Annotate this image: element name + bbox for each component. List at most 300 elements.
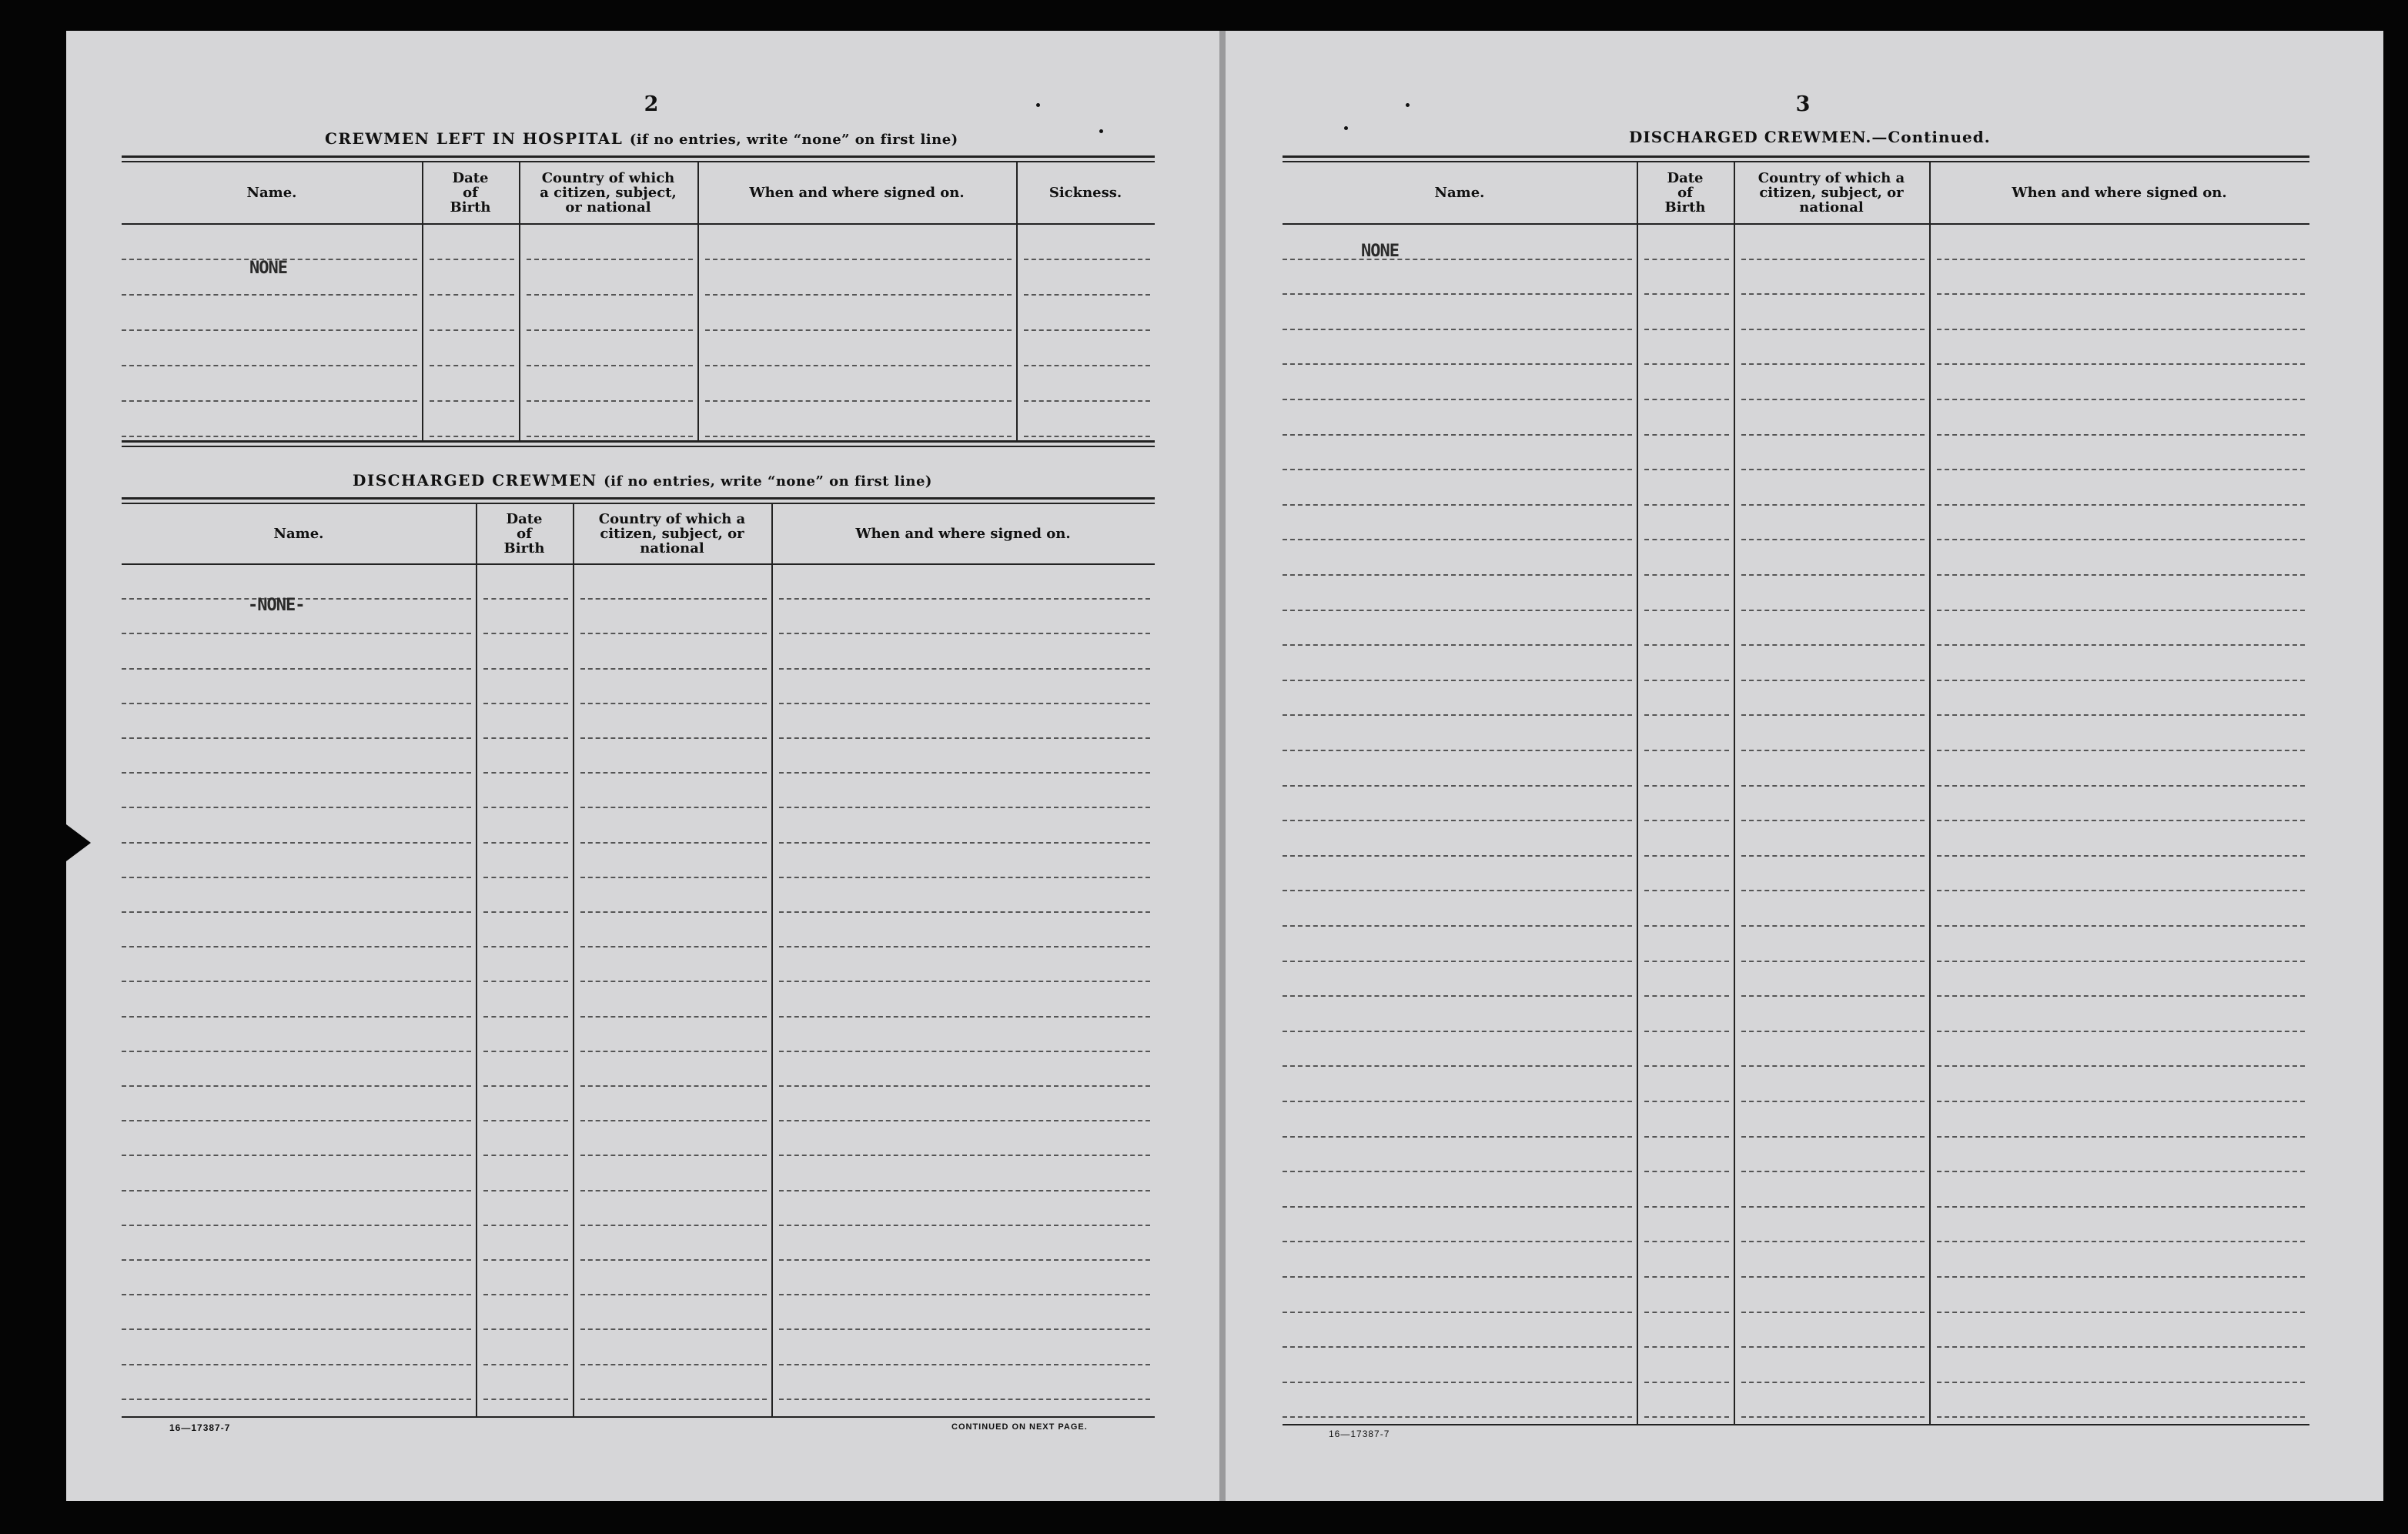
entry-line xyxy=(1937,644,2305,646)
bottom-rule xyxy=(122,1416,1155,1418)
entry-line xyxy=(483,737,568,739)
entry-line xyxy=(1644,1346,1729,1348)
column-header-label: Country of which a citizen, subject, or national xyxy=(1758,169,1905,216)
entry-line xyxy=(1644,504,1729,506)
column-header-label: Country of which a citizen, subject, or national xyxy=(540,169,677,216)
entry-line xyxy=(1644,539,1729,540)
entry-line xyxy=(779,1259,1150,1261)
entry-line xyxy=(1644,1031,1729,1032)
entry-line xyxy=(1937,539,2305,540)
entry-line xyxy=(580,1225,767,1226)
entry-line xyxy=(1024,400,1150,402)
entry-line xyxy=(122,329,417,331)
entry-line xyxy=(483,842,568,844)
entry-line xyxy=(1937,820,2305,821)
entry-line xyxy=(1937,785,2305,787)
entry-line xyxy=(1741,1101,1925,1102)
entry-line xyxy=(122,1259,471,1261)
entry-line xyxy=(779,1051,1150,1052)
entry-line xyxy=(580,946,767,947)
entry-line xyxy=(1741,1346,1925,1348)
entry-line xyxy=(1644,574,1729,576)
entry-line xyxy=(779,1364,1150,1365)
entry-line xyxy=(1741,1312,1925,1313)
column-header-dob xyxy=(1640,162,1731,223)
column-header-label: Date of Birth xyxy=(503,510,545,556)
none-stamp: NONE xyxy=(1361,242,1399,261)
entry-line xyxy=(1937,1312,2305,1313)
entry-line xyxy=(1283,750,1632,751)
entry-line xyxy=(122,1294,471,1295)
entry-line xyxy=(1741,680,1925,681)
entry-line xyxy=(580,1016,767,1018)
entry-line xyxy=(1644,1241,1729,1242)
column-divider xyxy=(1929,162,1931,1424)
column-header-label: Name. xyxy=(246,184,297,201)
discharged-section-heading xyxy=(353,471,932,490)
column-header-label: Date of Birth xyxy=(450,169,491,216)
column-header-label: Name. xyxy=(1434,184,1485,201)
entry-line xyxy=(1644,785,1729,787)
left-page xyxy=(66,31,1219,1501)
entry-line xyxy=(1283,1206,1632,1208)
entry-line xyxy=(1283,539,1632,540)
entry-line xyxy=(580,1190,767,1191)
entry-line xyxy=(1937,504,2305,506)
entry-line xyxy=(1644,259,1729,260)
entry-line xyxy=(1741,750,1925,751)
column-divider xyxy=(1016,162,1018,440)
entry-line xyxy=(705,400,1012,402)
entry-line xyxy=(483,1259,568,1261)
entry-line xyxy=(779,981,1150,982)
entry-line xyxy=(122,294,417,296)
entry-line xyxy=(779,772,1150,774)
entry-line xyxy=(527,365,693,366)
column-header-label: Name. xyxy=(273,525,324,542)
entry-line xyxy=(527,294,693,296)
column-header-label: Sickness. xyxy=(1048,184,1122,201)
entry-line xyxy=(1644,363,1729,365)
entry-line xyxy=(1937,434,2305,436)
entry-line xyxy=(1644,610,1729,611)
entry-line xyxy=(580,911,767,913)
entry-line xyxy=(1937,1346,2305,1348)
entry-line xyxy=(1644,1382,1729,1383)
entry-line xyxy=(1283,1136,1632,1138)
entry-line xyxy=(122,981,471,982)
entry-line xyxy=(483,1399,568,1400)
entry-line xyxy=(1024,294,1150,296)
entry-line xyxy=(483,981,568,982)
entry-line xyxy=(1741,714,1925,716)
entry-line xyxy=(1283,434,1632,436)
entry-line xyxy=(122,436,417,437)
entry-line xyxy=(122,365,417,366)
column-header-name xyxy=(125,162,419,223)
entry-line xyxy=(1283,293,1632,295)
entry-line xyxy=(483,1051,568,1052)
entry-line xyxy=(1644,1276,1729,1278)
entry-line xyxy=(779,703,1150,704)
entry-line xyxy=(122,1085,471,1087)
entry-line xyxy=(1644,820,1729,821)
bottom-rule xyxy=(122,440,1155,447)
column-header-country xyxy=(576,503,768,563)
entry-line xyxy=(1937,925,2305,927)
entry-line xyxy=(1644,644,1729,646)
entry-line xyxy=(122,1155,471,1156)
ink-dot xyxy=(1099,129,1103,133)
entry-line xyxy=(1644,1065,1729,1067)
entry-line xyxy=(705,365,1012,366)
entry-line xyxy=(1937,1416,2305,1418)
entry-line xyxy=(527,259,693,260)
entry-line xyxy=(1024,436,1150,437)
entry-line xyxy=(1283,785,1632,787)
entry-line xyxy=(122,737,471,739)
entry-line xyxy=(122,668,471,670)
entry-line xyxy=(483,1085,568,1087)
entry-line xyxy=(1644,1312,1729,1313)
entry-line xyxy=(1283,1065,1632,1067)
column-divider xyxy=(476,503,477,1416)
page-tear xyxy=(60,820,91,866)
header-rule xyxy=(122,223,1155,225)
entry-line xyxy=(580,1328,767,1330)
column-header-label: When and where signed on. xyxy=(2012,184,2227,201)
entry-line xyxy=(580,598,767,600)
entry-line xyxy=(1283,259,1632,260)
entry-line xyxy=(1741,1206,1925,1208)
form-number: 16—17387-7 xyxy=(1329,1429,1390,1439)
hospital-section-title: CREWMEN LEFT IN HOSPITAL xyxy=(325,129,624,148)
entry-line xyxy=(1644,329,1729,330)
entry-line xyxy=(1937,1101,2305,1102)
entry-line xyxy=(430,294,514,296)
hospital-section-instruction: (if no entries, write “none” on first line) xyxy=(629,132,958,148)
column-header-label: Country of which a citizen, subject, or national xyxy=(598,510,746,556)
entry-line xyxy=(1741,820,1925,821)
entry-line xyxy=(483,1225,568,1226)
ink-dot xyxy=(1036,103,1040,107)
entry-line xyxy=(580,1155,767,1156)
entry-line xyxy=(580,1399,767,1400)
entry-line xyxy=(122,1225,471,1226)
entry-line xyxy=(1741,1276,1925,1278)
entry-line xyxy=(430,400,514,402)
entry-line xyxy=(1937,855,2305,857)
column-divider xyxy=(422,162,423,440)
entry-line xyxy=(1937,1276,2305,1278)
bottom-rule xyxy=(1283,1424,2309,1425)
entry-line xyxy=(1741,504,1925,506)
entry-line xyxy=(483,668,568,670)
entry-line xyxy=(1644,1416,1729,1418)
entry-line xyxy=(1024,259,1150,260)
entry-line xyxy=(1741,610,1925,611)
entry-line xyxy=(483,598,568,600)
hospital-section-heading xyxy=(325,129,958,148)
entry-line xyxy=(430,329,514,331)
entry-line xyxy=(1741,855,1925,857)
entry-line xyxy=(122,1120,471,1121)
entry-line xyxy=(1937,329,2305,330)
entry-line xyxy=(779,807,1150,808)
entry-line xyxy=(1937,714,2305,716)
discharged-section-instruction: (if no entries, write “none” on first line) xyxy=(604,473,932,490)
entry-line xyxy=(1937,995,2305,997)
entry-line xyxy=(430,436,514,437)
entry-line xyxy=(1644,1171,1729,1172)
entry-line xyxy=(1283,925,1632,927)
entry-line xyxy=(580,1364,767,1365)
entry-line xyxy=(580,1120,767,1121)
entry-line xyxy=(1937,1031,2305,1032)
entry-line xyxy=(483,703,568,704)
entry-line xyxy=(1644,1136,1729,1138)
entry-line xyxy=(122,842,471,844)
entry-line xyxy=(1644,995,1729,997)
entry-line xyxy=(779,598,1150,600)
entry-line xyxy=(1937,399,2305,400)
entry-line xyxy=(122,703,471,704)
entry-line xyxy=(122,1399,471,1400)
column-header-dob xyxy=(425,162,516,223)
entry-line xyxy=(527,329,693,331)
column-divider xyxy=(1637,162,1638,1424)
entry-line xyxy=(122,400,417,402)
entry-line xyxy=(1741,890,1925,891)
entry-line xyxy=(1741,293,1925,295)
entry-line xyxy=(1644,1101,1729,1102)
entry-line xyxy=(1937,750,2305,751)
entry-line xyxy=(1741,785,1925,787)
entry-line xyxy=(1283,504,1632,506)
entry-line xyxy=(483,1155,568,1156)
entry-line xyxy=(527,436,693,437)
entry-line xyxy=(1741,259,1925,260)
entry-line xyxy=(580,737,767,739)
continued-section-title: DISCHARGED CREWMEN.—Continued. xyxy=(1629,128,1991,146)
entry-line xyxy=(580,1294,767,1295)
entry-line xyxy=(1937,1241,2305,1242)
column-header-dob xyxy=(479,503,570,563)
column-divider xyxy=(1734,162,1735,1424)
entry-line xyxy=(779,1016,1150,1018)
entry-line xyxy=(527,400,693,402)
entry-line xyxy=(1937,1136,2305,1138)
entry-line xyxy=(1283,574,1632,576)
entry-line xyxy=(1741,1382,1925,1383)
entry-line xyxy=(483,911,568,913)
continued-note: CONTINUED ON NEXT PAGE. xyxy=(951,1422,1088,1432)
entry-line xyxy=(580,1259,767,1261)
entry-line xyxy=(1644,1206,1729,1208)
entry-line xyxy=(1741,1065,1925,1067)
entry-line xyxy=(1741,539,1925,540)
entry-line xyxy=(1024,329,1150,331)
entry-line xyxy=(483,946,568,947)
entry-line xyxy=(122,772,471,774)
entry-line xyxy=(1741,574,1925,576)
entry-line xyxy=(1937,469,2305,470)
entry-line xyxy=(1024,365,1150,366)
column-divider xyxy=(771,503,773,1416)
page-number: 2 xyxy=(644,92,659,116)
entry-line xyxy=(705,294,1012,296)
column-header-country xyxy=(522,162,694,223)
entry-line xyxy=(779,1399,1150,1400)
entry-line xyxy=(779,946,1150,947)
column-header-name xyxy=(1286,162,1634,223)
column-divider xyxy=(573,503,574,1416)
entry-line xyxy=(779,737,1150,739)
entry-line xyxy=(1283,644,1632,646)
entry-line xyxy=(1283,1031,1632,1032)
entry-line xyxy=(1644,399,1729,400)
column-header-signed_on xyxy=(701,162,1013,223)
entry-line xyxy=(430,365,514,366)
entry-line xyxy=(1937,890,2305,891)
ink-dot xyxy=(1344,126,1348,130)
entry-line xyxy=(1741,434,1925,436)
entry-line xyxy=(580,703,767,704)
entry-line xyxy=(1741,1241,1925,1242)
entry-line xyxy=(1937,1065,2305,1067)
entry-line xyxy=(122,1328,471,1330)
entry-line xyxy=(483,1016,568,1018)
form-number: 16—17387-7 xyxy=(169,1422,231,1433)
entry-line xyxy=(483,1120,568,1121)
entry-line xyxy=(1937,1206,2305,1208)
ink-dot xyxy=(1406,103,1410,107)
entry-line xyxy=(1283,995,1632,997)
entry-line xyxy=(1283,610,1632,611)
column-header-label: When and where signed on. xyxy=(749,184,965,201)
entry-line xyxy=(1937,259,2305,260)
entry-line xyxy=(779,842,1150,844)
entry-line xyxy=(122,633,471,634)
entry-line xyxy=(122,946,471,947)
entry-line xyxy=(779,633,1150,634)
entry-line xyxy=(122,1016,471,1018)
entry-line xyxy=(580,668,767,670)
entry-line xyxy=(1283,399,1632,400)
right-page xyxy=(1226,31,2383,1501)
entry-line xyxy=(705,329,1012,331)
entry-line xyxy=(1644,434,1729,436)
entry-line xyxy=(122,877,471,878)
entry-line xyxy=(1741,1171,1925,1172)
column-header-signed_on xyxy=(774,503,1152,563)
entry-line xyxy=(122,1051,471,1052)
entry-line xyxy=(1283,680,1632,681)
entry-line xyxy=(1283,890,1632,891)
entry-line xyxy=(1283,1101,1632,1102)
entry-line xyxy=(483,1294,568,1295)
entry-line xyxy=(1741,1031,1925,1032)
entry-line xyxy=(779,1190,1150,1191)
column-header-name xyxy=(125,503,473,563)
header-rule xyxy=(1283,223,2309,225)
entry-line xyxy=(580,877,767,878)
entry-line xyxy=(1283,363,1632,365)
entry-line xyxy=(1644,469,1729,470)
entry-line xyxy=(1644,714,1729,716)
entry-line xyxy=(483,1364,568,1365)
entry-line xyxy=(1741,925,1925,927)
entry-line xyxy=(1741,995,1925,997)
entry-line xyxy=(1283,1312,1632,1313)
entry-line xyxy=(580,842,767,844)
entry-line xyxy=(1741,961,1925,962)
entry-line xyxy=(1283,1276,1632,1278)
entry-line xyxy=(1741,1416,1925,1418)
entry-line xyxy=(1283,469,1632,470)
entry-line xyxy=(1283,1241,1632,1242)
entry-line xyxy=(1644,680,1729,681)
entry-line xyxy=(1937,680,2305,681)
entry-line xyxy=(1741,1136,1925,1138)
entry-line xyxy=(1741,644,1925,646)
entry-line xyxy=(779,1155,1150,1156)
entry-line xyxy=(1644,750,1729,751)
entry-line xyxy=(1741,329,1925,330)
column-divider xyxy=(697,162,699,440)
entry-line xyxy=(1937,574,2305,576)
entry-line xyxy=(483,877,568,878)
entry-line xyxy=(1283,329,1632,330)
entry-line xyxy=(580,1051,767,1052)
entry-line xyxy=(1741,469,1925,470)
entry-line xyxy=(483,1190,568,1191)
entry-line xyxy=(1937,1382,2305,1383)
none-stamp: -NONE- xyxy=(248,596,305,615)
entry-line xyxy=(580,807,767,808)
column-header-label: When and where signed on. xyxy=(855,525,1071,542)
entry-line xyxy=(779,1120,1150,1121)
entry-line xyxy=(779,1225,1150,1226)
entry-line xyxy=(580,633,767,634)
none-stamp: NONE xyxy=(249,259,287,278)
entry-line xyxy=(1644,855,1729,857)
entry-line xyxy=(705,259,1012,260)
entry-line xyxy=(122,1364,471,1365)
entry-line xyxy=(1644,293,1729,295)
entry-line xyxy=(483,1328,568,1330)
entry-line xyxy=(779,1328,1150,1330)
column-divider xyxy=(519,162,520,440)
entry-line xyxy=(1741,363,1925,365)
entry-line xyxy=(1283,714,1632,716)
column-header-signed_on xyxy=(1932,162,2306,223)
column-header-label: Date of Birth xyxy=(1664,169,1706,216)
entry-line xyxy=(705,436,1012,437)
entry-line xyxy=(122,1190,471,1191)
entry-line xyxy=(1283,855,1632,857)
header-rule xyxy=(122,563,1155,565)
entry-line xyxy=(1937,293,2305,295)
entry-line xyxy=(430,259,514,260)
entry-line xyxy=(1937,1171,2305,1172)
entry-line xyxy=(779,877,1150,878)
entry-line xyxy=(1644,925,1729,927)
page-spine xyxy=(1219,31,1226,1501)
entry-line xyxy=(483,807,568,808)
entry-line xyxy=(483,633,568,634)
entry-line xyxy=(1937,610,2305,611)
